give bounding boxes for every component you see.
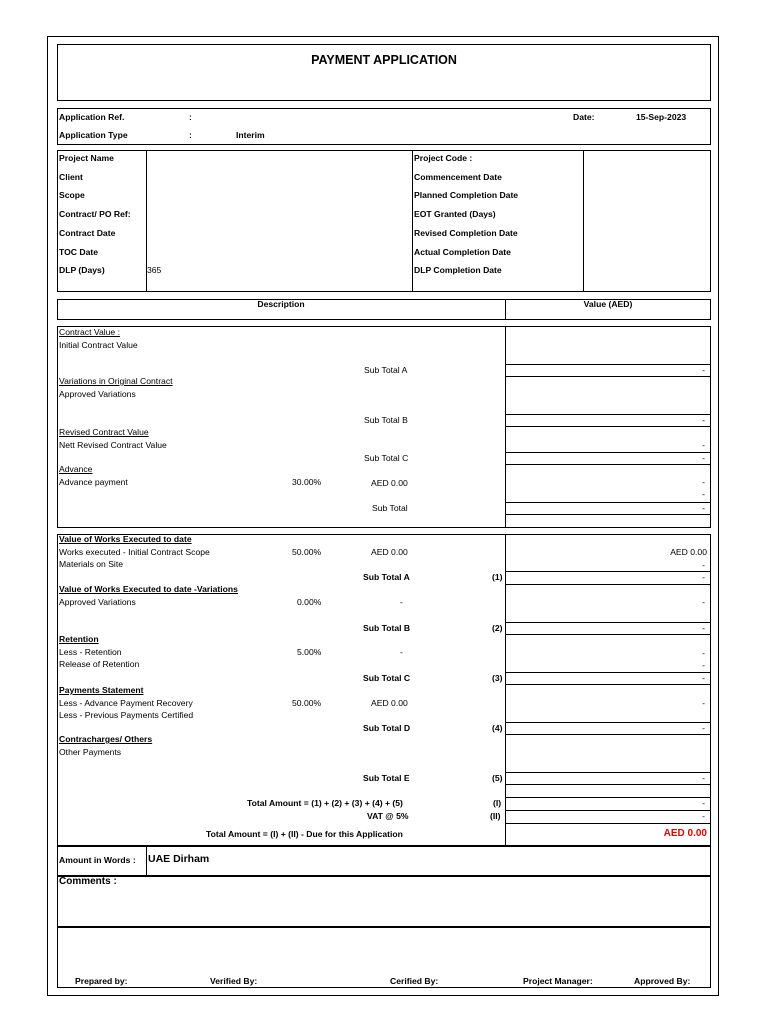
s2-line (505, 634, 711, 635)
variations-works-heading: Value of Works Executed to date -Variations (59, 584, 238, 594)
total-due-label: Total Amount = (I) + (II) - Due for this Application (206, 829, 403, 839)
s2-line (505, 734, 711, 735)
eot-granted-label: EOT Granted (Days) (414, 209, 496, 219)
advance-heading: Advance (59, 464, 93, 474)
project-divider-2 (412, 150, 413, 292)
s1-line (505, 464, 711, 465)
project-manager-label: Project Manager: (523, 976, 593, 986)
s2-ref-5: (5) (492, 773, 503, 783)
advance-payment-label: Advance payment (59, 477, 128, 487)
amount-in-words-divider (146, 846, 147, 876)
retention-heading: Retention (59, 634, 99, 644)
comments-box (57, 876, 711, 927)
variations-pct: 0.00% (297, 597, 322, 607)
s1-sub-total-value: - (702, 503, 705, 513)
s2-line (505, 784, 711, 785)
works-executed-pct: 50.00% (292, 547, 322, 557)
application-ref-colon: : (189, 112, 192, 122)
advance-payment-amt: AED 0.00 (371, 478, 408, 488)
s2-sub-total-c-value: - (702, 673, 705, 683)
s1-sub-total-a-value: - (702, 365, 705, 375)
contract-po-label: Contract/ PO Ref: (59, 209, 131, 219)
s2-sub-total-b-label: Sub Total B (363, 623, 411, 633)
s2-sub-total-d-value: - (702, 723, 705, 733)
date-label: Date: (573, 112, 595, 122)
retention-pct: 5.00% (297, 647, 322, 657)
s1-sub-total-a-label: Sub Total A (364, 365, 408, 375)
amount-in-words-label: Amount in Words : (59, 855, 136, 865)
s1-sub-total-b-label: Sub Total B (364, 415, 408, 425)
description-header: Description (257, 299, 305, 309)
s2-ref-3: (3) (492, 673, 503, 683)
s2-sub-total-e-value: - (702, 773, 705, 783)
vat-label: VAT @ 5% (367, 811, 409, 821)
contract-date-label: Contract Date (59, 228, 116, 238)
variations-original-heading: Variations in Original Contract (59, 376, 173, 386)
s2-approved-variations-label: Approved Variations (59, 597, 136, 607)
dlp-completion-label: DLP Completion Date (414, 265, 502, 275)
total-amount-value: - (702, 798, 705, 808)
date-value: 15-Sep-2023 (636, 112, 687, 122)
variations-amt: - (400, 597, 403, 607)
scope-label: Scope (59, 190, 85, 200)
application-type-value: Interim (236, 130, 265, 140)
s1-sub-total-label: Sub Total (372, 503, 408, 513)
s2-sub-total-d-label: Sub Total D (363, 723, 411, 733)
s2-ref-1: (1) (492, 572, 503, 582)
dlp-days-label: DLP (Days) (59, 265, 105, 275)
contract-value-heading: Contract Value : (59, 327, 120, 337)
less-advance-label: Less - Advance Payment Recovery (59, 698, 193, 708)
nett-revised-value: - (702, 440, 705, 450)
payments-statement-heading: Payments Statement (59, 685, 144, 695)
s2-sub-total-e-label: Sub Total E (363, 773, 410, 783)
contracharges-heading: Contracharges/ Others (59, 734, 153, 744)
s1-line (505, 426, 711, 427)
less-previous-label: Less - Previous Payments Certified (59, 710, 194, 720)
commencement-date-label: Commencement Date (414, 172, 502, 182)
application-type-colon: : (189, 130, 192, 140)
advance-payment-value-2: - (702, 489, 705, 499)
revised-contract-heading: Revised Contract Value (59, 427, 149, 437)
nett-revised-label: Nett Revised Contract Value (59, 440, 167, 450)
application-type-label: Application Type (59, 130, 128, 140)
vat-value: - (702, 811, 705, 821)
works-executed-initial-label: Works executed - Initial Contract Scope (59, 547, 210, 557)
advance-payment-value: - (702, 477, 705, 487)
application-info-box (57, 108, 711, 145)
page-title: PAYMENT APPLICATION (311, 53, 457, 67)
value-header: Value (AED) (583, 299, 633, 309)
application-ref-label: Application Ref. (59, 112, 125, 122)
comments-label: Comments : (59, 876, 117, 887)
s2-ref-2: (2) (492, 623, 503, 633)
actual-completion-label: Actual Completion Date (414, 247, 511, 257)
project-name-label: Project Name (59, 153, 114, 163)
project-code-label: Project Code : (414, 153, 473, 163)
prepared-by-label: Prepared by: (75, 976, 128, 986)
s2-sub-total-a-label: Sub Total A (363, 572, 410, 582)
works-executed-heading: Value of Works Executed to date (59, 534, 192, 544)
planned-completion-label: Planned Completion Date (414, 190, 519, 200)
s2-sub-total-c-label: Sub Total C (363, 673, 411, 683)
s2-sub-total-b-value: - (702, 623, 705, 633)
vat-ref-ii: (II) (490, 811, 501, 821)
s1-approved-variations-label: Approved Variations (59, 389, 136, 399)
verified-by-label: Verified By: (210, 976, 258, 986)
s2-ref-4: (4) (492, 723, 503, 733)
certified-by-label: Cerified By: (390, 976, 439, 986)
total-ref-i: (I) (493, 798, 502, 808)
materials-on-site-value: - (702, 560, 705, 570)
s2-line (505, 823, 711, 824)
retention-amt: - (400, 647, 403, 657)
advance-recovery-pct: 50.00% (292, 698, 322, 708)
release-retention-label: Release of Retention (59, 659, 140, 669)
materials-on-site-label: Materials on Site (59, 559, 124, 569)
retention-value: - (702, 648, 705, 658)
s1-line (505, 514, 711, 515)
works-executed-value: AED 0.00 (670, 547, 707, 557)
s1-sub-total-c-label: Sub Total C (364, 453, 409, 463)
project-divider-3 (583, 150, 584, 292)
s2-sub-total-a-value: - (702, 572, 705, 582)
s1-sub-total-b-value: - (702, 415, 705, 425)
dlp-days-value: 365 (147, 265, 162, 275)
works-executed-amt: AED 0.00 (371, 547, 408, 557)
approved-by-label: Approved By: (634, 976, 691, 986)
advance-payment-pct: 30.00% (292, 477, 322, 487)
signature-box (57, 927, 711, 988)
s1-sub-total-c-value: - (702, 453, 705, 463)
s2-line (505, 684, 711, 685)
variations-value: - (702, 597, 705, 607)
revised-completion-label: Revised Completion Date (414, 228, 518, 238)
total-amount-label: Total Amount = (1) + (2) + (3) + (4) + (5) (247, 798, 403, 808)
toc-date-label: TOC Date (59, 247, 98, 257)
other-payments-label: Other Payments (59, 747, 122, 757)
less-retention-label: Less - Retention (59, 647, 122, 657)
s2-line (505, 584, 711, 585)
amount-in-words-value: UAE Dirham (148, 853, 210, 865)
advance-recovery-value: - (702, 698, 705, 708)
release-retention-value: - (702, 660, 705, 670)
initial-contract-value-label: Initial Contract Value (59, 340, 138, 350)
total-due-value: AED 0.00 (663, 828, 707, 839)
client-label: Client (59, 172, 83, 182)
advance-recovery-amt: AED 0.00 (371, 698, 408, 708)
s1-line (505, 376, 711, 377)
